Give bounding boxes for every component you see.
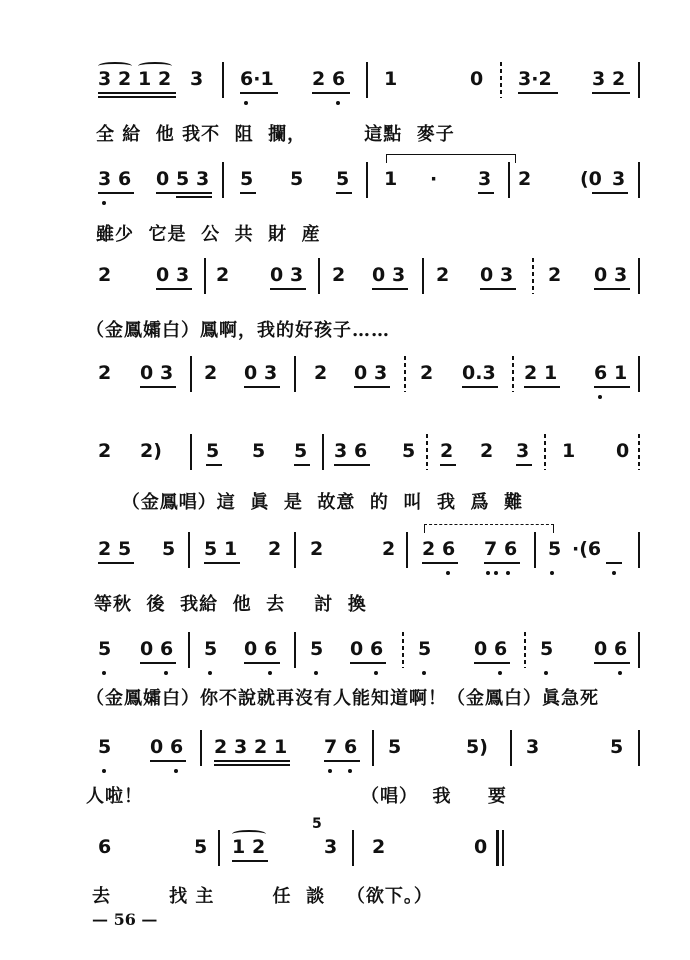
note: 3: [176, 264, 190, 286]
note: 2: [518, 168, 532, 190]
notes-row: [0, 440, 690, 490]
note: 3: [500, 264, 514, 286]
note: 5: [98, 638, 112, 660]
note: 2: [118, 68, 132, 90]
note: 3: [98, 68, 112, 90]
note: 1: [232, 836, 246, 858]
note: 3: [334, 440, 348, 462]
note: 2: [612, 68, 626, 90]
note: 6: [332, 68, 346, 90]
note: 2: [98, 362, 112, 384]
note: 6: [344, 736, 358, 758]
note: 6: [98, 836, 112, 858]
lyric-line: 人啦！ （唱） 我 要: [86, 786, 507, 807]
note: 3: [526, 736, 540, 758]
note: 2: [204, 362, 218, 384]
note: 2: [98, 440, 112, 462]
note: 0: [372, 264, 386, 286]
note: 2: [422, 538, 436, 560]
note: 6: [504, 538, 518, 560]
note: 0: [140, 638, 154, 660]
note: 6: [354, 440, 368, 462]
note: 3: [264, 362, 278, 384]
note: 2: [420, 362, 434, 384]
note: 2: [214, 736, 228, 758]
note: 2: [382, 538, 396, 560]
note: 3: [196, 168, 210, 190]
note: 2: [312, 68, 326, 90]
note: 1: [138, 68, 152, 90]
note: 3: [160, 362, 174, 384]
note: 3: [392, 264, 406, 286]
note: 0: [616, 440, 630, 462]
note: 6: [614, 638, 628, 660]
note: 0: [150, 736, 164, 758]
note: 1: [544, 362, 558, 384]
note: ·: [430, 168, 438, 190]
note: 0: [480, 264, 494, 286]
note: 6: [160, 638, 174, 660]
note: 5: [388, 736, 402, 758]
note: 6: [442, 538, 456, 560]
note: 3: [190, 68, 204, 90]
note: 1: [384, 168, 398, 190]
note: 3: [324, 836, 338, 858]
grace-note: 5: [312, 816, 322, 832]
note: 5: [204, 638, 218, 660]
note: 5: [98, 736, 112, 758]
note: 2): [140, 440, 162, 462]
note: 2: [372, 836, 386, 858]
note: 3: [592, 68, 606, 90]
note: 5: [252, 440, 266, 462]
note: 0: [354, 362, 368, 384]
page-number: — 56 —: [92, 910, 158, 929]
note: 5: [294, 440, 308, 462]
notes-row: [0, 264, 690, 314]
note: ·(6: [572, 538, 602, 560]
notes-row: [0, 736, 690, 786]
note: 0: [244, 362, 258, 384]
note: 3: [478, 168, 492, 190]
note: 3: [374, 362, 388, 384]
note: 2: [254, 736, 268, 758]
note: 2: [480, 440, 494, 462]
note: 0: [474, 638, 488, 660]
note: 2: [252, 836, 266, 858]
note: 5: [402, 440, 416, 462]
note: 2: [98, 538, 112, 560]
note: 2: [440, 440, 454, 462]
note: 6: [370, 638, 384, 660]
note: 2: [548, 264, 562, 286]
lyric-line: （金鳳孀白）你不說就再沒有人能知道啊！（金鳳白）眞急死: [86, 688, 599, 709]
note: 5: [206, 440, 220, 462]
note: 3: [234, 736, 248, 758]
note: 6: [494, 638, 508, 660]
note: 1: [224, 538, 238, 560]
note: 2: [268, 538, 282, 560]
note: 0: [140, 362, 154, 384]
note: 0: [474, 836, 488, 858]
lyric-line: 去 找 主 任 談 （欲下。）: [92, 886, 433, 907]
note: 6: [170, 736, 184, 758]
note: 5: [540, 638, 554, 660]
lyric-line: 雖少 它是 公 共 財 産: [96, 224, 321, 245]
note: 5: [118, 538, 132, 560]
note: 3: [516, 440, 530, 462]
note: 5: [610, 736, 624, 758]
note: 1: [562, 440, 576, 462]
note: 2: [314, 362, 328, 384]
note: (0: [580, 168, 602, 190]
note: 3: [290, 264, 304, 286]
lyric-line: （金鳳唱）這 眞 是 故意 的 叫 我 爲 難: [100, 492, 524, 513]
note: 5): [466, 736, 488, 758]
note: 5: [240, 168, 254, 190]
note: 2: [216, 264, 230, 286]
note: 2: [524, 362, 538, 384]
note: 5: [290, 168, 304, 190]
notes-row: [0, 362, 690, 412]
note: 5: [204, 538, 218, 560]
note: 5: [310, 638, 324, 660]
note: 1: [614, 362, 628, 384]
note: 6: [594, 362, 608, 384]
note: 7: [484, 538, 498, 560]
note: 1: [274, 736, 288, 758]
lyric-line: 等秋 後 我給 他 去 討 換: [94, 594, 367, 615]
note: 0: [470, 68, 484, 90]
note: 2: [310, 538, 324, 560]
note: 0: [594, 638, 608, 660]
note: 0: [156, 168, 170, 190]
note: 0: [270, 264, 284, 286]
notes-row: [0, 638, 690, 688]
note: 0.3: [462, 362, 496, 384]
note: 3: [614, 264, 628, 286]
note: 6·1: [240, 68, 274, 90]
note: 3·2: [518, 68, 552, 90]
note: 5: [336, 168, 350, 190]
note: 2: [98, 264, 112, 286]
note: 5: [162, 538, 176, 560]
note: 3: [612, 168, 626, 190]
notes-row: [0, 538, 690, 588]
note: 5: [418, 638, 432, 660]
note: 5: [548, 538, 562, 560]
note: 6: [118, 168, 132, 190]
note: 1: [384, 68, 398, 90]
note: 2: [158, 68, 172, 90]
note: 2: [332, 264, 346, 286]
notes-row: [0, 168, 690, 218]
notes-row: [0, 816, 690, 886]
note: 0: [350, 638, 364, 660]
note: 0: [244, 638, 258, 660]
notes-row: [0, 68, 690, 118]
note: 7: [324, 736, 338, 758]
lyric-line: 全 給 他 我不 阻 攔， 這點 麥子: [96, 124, 455, 145]
note: 3: [98, 168, 112, 190]
note: 6: [264, 638, 278, 660]
note: 5: [194, 836, 208, 858]
note: 2: [436, 264, 450, 286]
note: 0: [594, 264, 608, 286]
note: 5: [176, 168, 190, 190]
lyric-line: （金鳳孀白）鳳啊，我的好孩子……: [86, 320, 390, 341]
note: 0: [156, 264, 170, 286]
